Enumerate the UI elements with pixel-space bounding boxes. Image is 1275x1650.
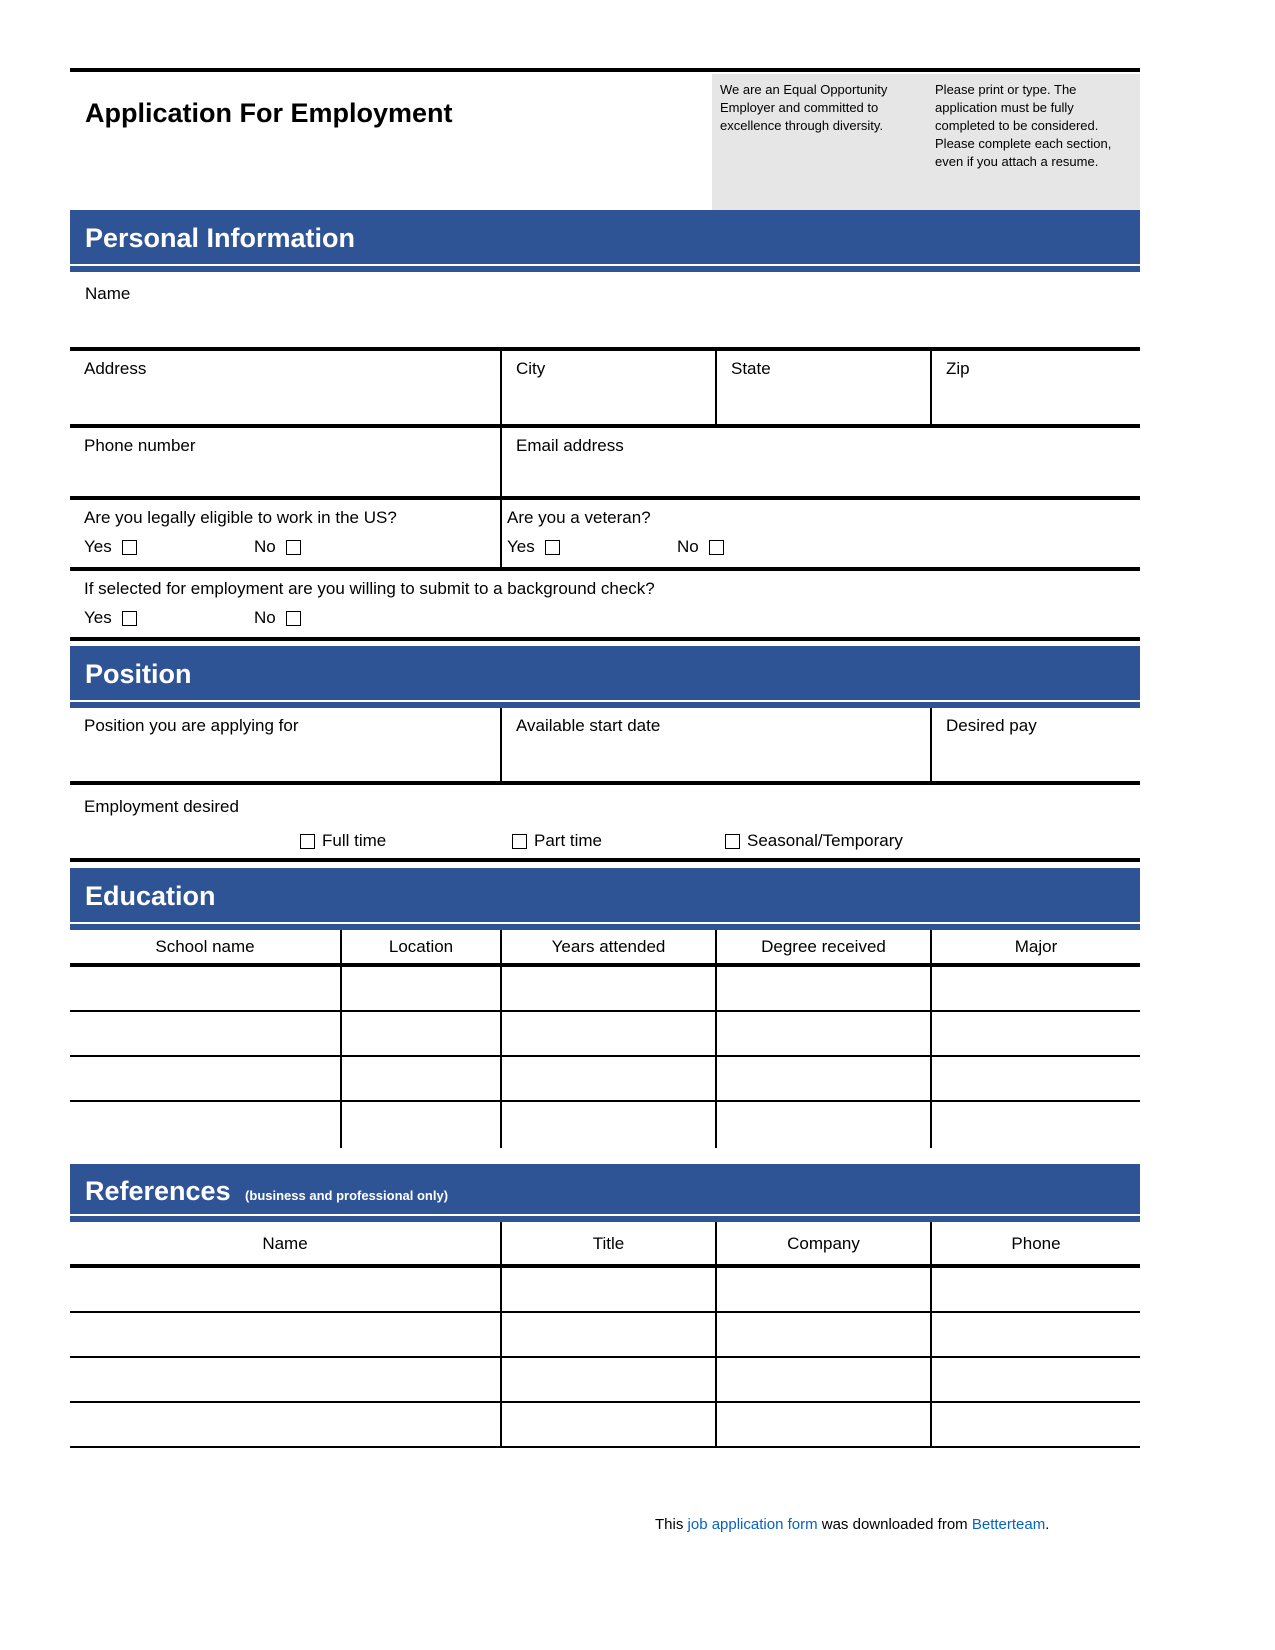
background-yes-checkbox[interactable] xyxy=(122,611,137,626)
references-row xyxy=(70,1403,1140,1448)
references-row xyxy=(70,1358,1140,1403)
education-row xyxy=(70,1057,1140,1102)
references-col-phone: Phone xyxy=(930,1222,1140,1264)
veteran-options xyxy=(507,537,1136,557)
reference-name-cell[interactable] xyxy=(70,1403,500,1446)
page-title: Application For Employment xyxy=(85,98,453,128)
zip-field[interactable] xyxy=(930,351,1140,424)
background-yes-option xyxy=(84,608,254,628)
veteran-question: Are you a veteran? xyxy=(507,508,651,527)
reference-title-cell[interactable] xyxy=(500,1313,715,1356)
personal-information-section-bar xyxy=(70,210,1140,272)
reference-company-cell[interactable] xyxy=(715,1358,930,1401)
education-location-cell[interactable] xyxy=(340,1012,500,1055)
education-years-cell[interactable] xyxy=(500,1012,715,1055)
references-heading: References xyxy=(85,1176,231,1206)
background-yes-label: Yes xyxy=(84,608,112,627)
references-row xyxy=(70,1313,1140,1358)
personal-information-heading: Personal Information xyxy=(85,223,356,253)
position-applying-label: Position you are applying for xyxy=(84,716,299,735)
reference-phone-cell[interactable] xyxy=(930,1313,1140,1356)
education-col-major: Major xyxy=(930,930,1140,963)
education-row xyxy=(70,1102,1140,1148)
references-qualifier: (business and professional only) xyxy=(245,1188,449,1203)
education-section-bar xyxy=(70,868,1140,930)
references-row xyxy=(70,1268,1140,1313)
full-time-checkbox[interactable] xyxy=(300,834,315,849)
position-row xyxy=(70,708,1140,785)
section-gap xyxy=(70,1148,1140,1164)
education-degree-cell[interactable] xyxy=(715,967,930,1010)
background-check-row xyxy=(70,567,1140,641)
address-row xyxy=(70,347,1140,424)
eligible-question-cell xyxy=(70,500,500,567)
background-check-question: If selected for employment are you willing to submit to a background check? xyxy=(84,579,655,598)
eligible-options xyxy=(84,537,496,557)
employment-desired-label: Employment desired xyxy=(84,797,239,816)
phone-label: Phone number xyxy=(84,436,196,455)
reference-name-cell[interactable] xyxy=(70,1358,500,1401)
notice-box xyxy=(712,74,1140,210)
notice-equal-opportunity: We are an Equal Opportunity Employer and committed to excellence through diversity. xyxy=(720,82,888,133)
state-field[interactable] xyxy=(715,351,930,424)
part-time-label: Part time xyxy=(534,831,603,850)
veteran-no-option xyxy=(677,537,847,557)
desired-pay-field[interactable] xyxy=(930,708,1140,781)
references-col-title: Title xyxy=(500,1222,715,1264)
full-time-option xyxy=(300,831,386,851)
education-school-cell[interactable] xyxy=(70,1102,340,1148)
education-location-cell[interactable] xyxy=(340,967,500,1010)
part-time-checkbox[interactable] xyxy=(512,834,527,849)
education-school-cell[interactable] xyxy=(70,1012,340,1055)
footer-text-2: was downloaded from xyxy=(817,1516,972,1533)
education-location-cell[interactable] xyxy=(340,1057,500,1100)
eligible-question: Are you legally eligible to work in the US? xyxy=(84,508,397,527)
desired-pay-label: Desired pay xyxy=(946,716,1037,735)
reference-company-cell[interactable] xyxy=(715,1313,930,1356)
part-time-option xyxy=(512,831,602,851)
eligible-yes-checkbox[interactable] xyxy=(122,540,137,555)
references-col-company: Company xyxy=(715,1222,930,1264)
education-col-degree: Degree received xyxy=(715,930,930,963)
position-heading: Position xyxy=(85,659,192,689)
position-applying-field[interactable] xyxy=(70,708,500,781)
education-major-cell[interactable] xyxy=(930,1012,1140,1055)
job-application-form-link[interactable]: job application form xyxy=(687,1516,818,1533)
footer-credit xyxy=(655,1516,1049,1533)
education-major-cell[interactable] xyxy=(930,967,1140,1010)
eligible-no-checkbox[interactable] xyxy=(286,540,301,555)
background-check-options xyxy=(84,608,1140,628)
address-label: Address xyxy=(84,359,147,378)
veteran-no-label: No xyxy=(677,537,699,556)
reference-name-cell[interactable] xyxy=(70,1268,500,1311)
email-label: Email address xyxy=(516,436,624,455)
seasonal-option xyxy=(725,831,903,851)
veteran-question-cell xyxy=(500,500,1140,567)
city-label: City xyxy=(516,359,546,378)
education-heading: Education xyxy=(85,881,216,911)
background-no-label: No xyxy=(254,608,276,627)
education-degree-cell[interactable] xyxy=(715,1012,930,1055)
state-label: State xyxy=(731,359,771,378)
references-section-bar xyxy=(70,1164,1140,1222)
eligible-yes-option xyxy=(84,537,254,557)
address-field[interactable] xyxy=(70,351,500,424)
footer-text-1: This xyxy=(655,1516,688,1533)
education-col-location: Location xyxy=(340,930,500,963)
reference-name-cell[interactable] xyxy=(70,1313,500,1356)
education-years-cell[interactable] xyxy=(500,1102,715,1148)
references-header-row xyxy=(70,1222,1140,1268)
education-degree-cell[interactable] xyxy=(715,1102,930,1148)
education-school-cell[interactable] xyxy=(70,967,340,1010)
eligibility-row xyxy=(70,496,1140,567)
education-school-cell[interactable] xyxy=(70,1057,340,1100)
education-col-years: Years attended xyxy=(500,930,715,963)
background-no-option xyxy=(254,608,424,628)
footer-text-3: . xyxy=(1045,1516,1050,1533)
background-no-checkbox[interactable] xyxy=(286,611,301,626)
reference-title-cell[interactable] xyxy=(500,1358,715,1401)
name-field[interactable] xyxy=(70,272,1140,347)
education-col-school: School name xyxy=(155,937,255,956)
education-years-cell[interactable] xyxy=(500,1057,715,1100)
education-major-cell[interactable] xyxy=(930,1102,1140,1148)
reference-title-cell[interactable] xyxy=(500,1403,715,1446)
education-row xyxy=(70,1012,1140,1057)
start-date-label: Available start date xyxy=(516,716,661,735)
veteran-yes-label: Yes xyxy=(507,537,535,556)
reference-title-cell[interactable] xyxy=(500,1268,715,1311)
full-time-label: Full time xyxy=(322,831,387,850)
education-header-row xyxy=(70,930,1140,967)
veteran-yes-checkbox[interactable] xyxy=(545,540,560,555)
seasonal-checkbox[interactable] xyxy=(725,834,740,849)
eligible-yes-label: Yes xyxy=(84,537,112,556)
betterteam-link[interactable]: Betterteam xyxy=(971,1516,1046,1533)
position-section-bar xyxy=(70,646,1140,708)
reference-company-cell[interactable] xyxy=(715,1268,930,1311)
start-date-field[interactable] xyxy=(500,708,930,781)
veteran-yes-option xyxy=(507,537,677,557)
employment-desired-block xyxy=(70,785,1140,862)
reference-company-cell[interactable] xyxy=(715,1403,930,1446)
eligible-no-label: No xyxy=(254,537,276,556)
veteran-no-checkbox[interactable] xyxy=(709,540,724,555)
notice-print-instructions: Please print or type. The application must be fully completed to be considered. Please complete each section, even if you attach a resume. xyxy=(935,82,1112,169)
contact-row xyxy=(70,424,1140,496)
form-header xyxy=(70,72,1140,210)
reference-phone-cell[interactable] xyxy=(930,1403,1140,1446)
seasonal-label: Seasonal/Temporary xyxy=(747,831,903,850)
education-location-cell[interactable] xyxy=(340,1102,500,1148)
email-field[interactable] xyxy=(500,428,1140,496)
form-content xyxy=(70,0,1140,1448)
education-years-cell[interactable] xyxy=(500,967,715,1010)
education-degree-cell[interactable] xyxy=(715,1057,930,1100)
zip-label: Zip xyxy=(946,359,970,378)
city-field[interactable] xyxy=(500,351,715,424)
reference-phone-cell[interactable] xyxy=(930,1268,1140,1311)
references-col-name: Name xyxy=(262,1234,308,1253)
reference-phone-cell[interactable] xyxy=(930,1358,1140,1401)
education-major-cell[interactable] xyxy=(930,1057,1140,1100)
eligible-no-option xyxy=(254,537,424,557)
name-label: Name xyxy=(85,284,131,303)
phone-field[interactable] xyxy=(70,428,500,496)
education-row xyxy=(70,967,1140,1012)
